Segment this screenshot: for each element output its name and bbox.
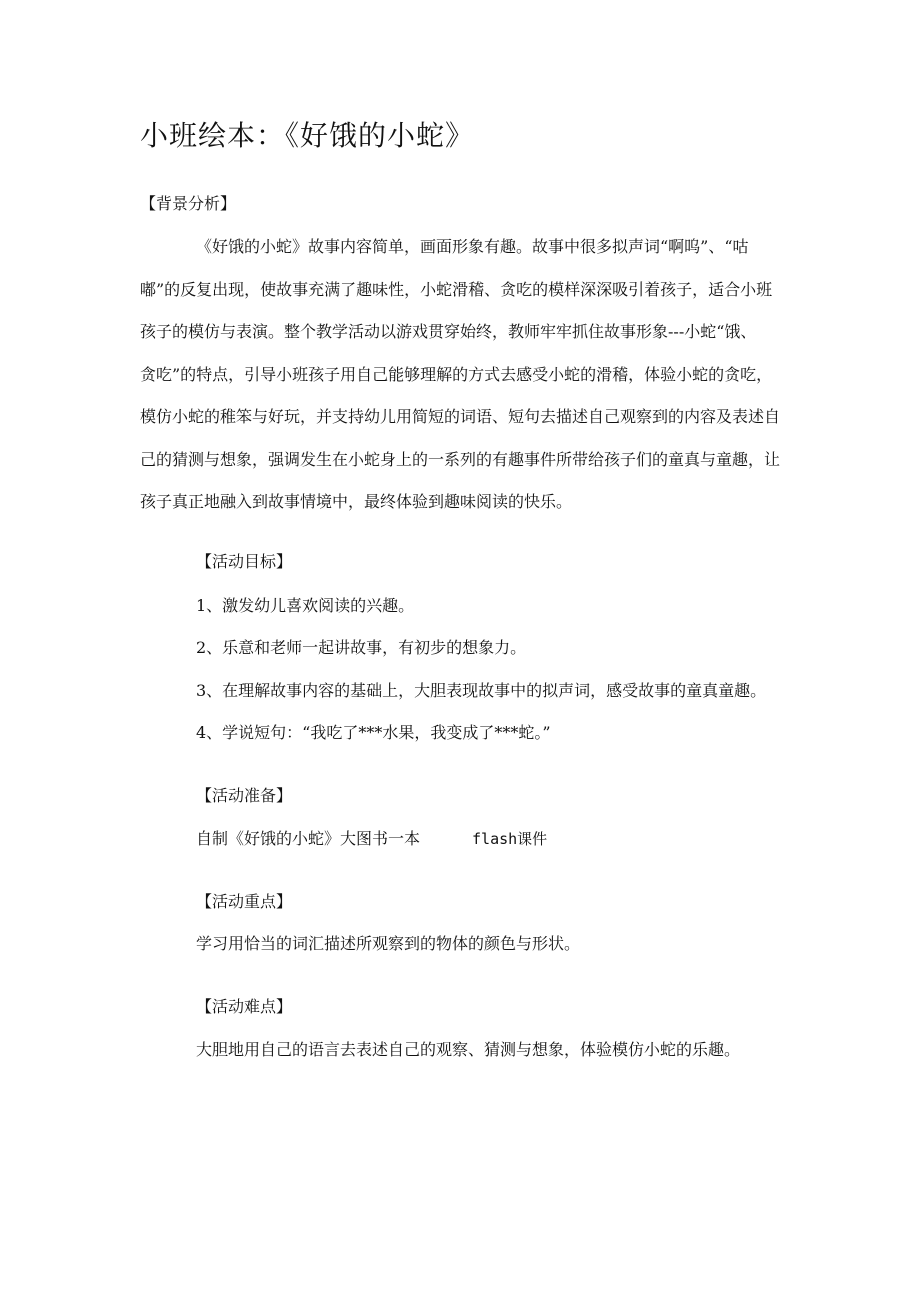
document-title: 小班绘本：《好饿的小蛇》 [140,119,475,152]
prep-item-book: 自制《好饿的小蛇》大图书一本 [196,829,421,848]
goals-heading: 【活动目标】 [196,552,293,571]
goal-item: 2、乐意和老师一起讲故事，有初步的想象力。 [196,638,527,657]
background-line: 嘟”的反复出现，使故事充满了趣味性，小蛇滑稽、贪吃的模样深深吸引着孩子，适合小班 [140,279,773,299]
background-line: 己的猜测与想象，强调发生在小蛇身上的一系列的有趣事件所带给孩子们的童真与童趣，让 [140,449,781,469]
difficulty-text: 大胆地用自己的语言去表述自己的观察、猜测与想象，体验模仿小蛇的乐趣。 [196,1040,741,1059]
goal-item: 3、在理解故事内容的基础上，大胆表现故事中的拟声词，感受故事的童真童趣。 [196,681,767,700]
difficulty-heading: 【活动难点】 [196,997,293,1016]
goal-item: 1、激发幼儿喜欢阅读的兴趣。 [196,596,415,615]
background-line: 《好饿的小蛇》故事内容简单，画面形象有趣。故事中很多拟声词“啊呜”、“咕 [196,237,749,256]
background-heading: 【背景分析】 [140,194,237,213]
key-text: 学习用恰当的词汇描述所观察到的物体的颜色与形状。 [196,934,581,953]
prep-item-courseware: flash课件 [472,830,548,848]
goal-item: 4、学说短句：“我吃了***水果，我变成了***蛇。” [196,723,551,742]
background-line: 孩子的模仿与表演。整个教学活动以游戏贯穿始终，教师牢牢抓住故事形象---小蛇“饿、 [140,322,757,341]
background-paragraph [140,226,781,524]
background-line: 贪吃”的特点，引导小班孩子用自己能够理解的方式去感受小蛇的滑稽，体验小蛇的贪吃， [140,364,773,384]
background-line: 孩子真正地融入到故事情境中，最终体验到趣味阅读的快乐。 [140,492,573,511]
background-line: 模仿小蛇的稚笨与好玩，并支持幼儿用简短的词语、短句去描述自己观察到的内容及表述自 [140,407,781,426]
prep-heading: 【活动准备】 [196,786,293,805]
key-heading: 【活动重点】 [196,892,293,911]
prep-line [196,829,547,849]
